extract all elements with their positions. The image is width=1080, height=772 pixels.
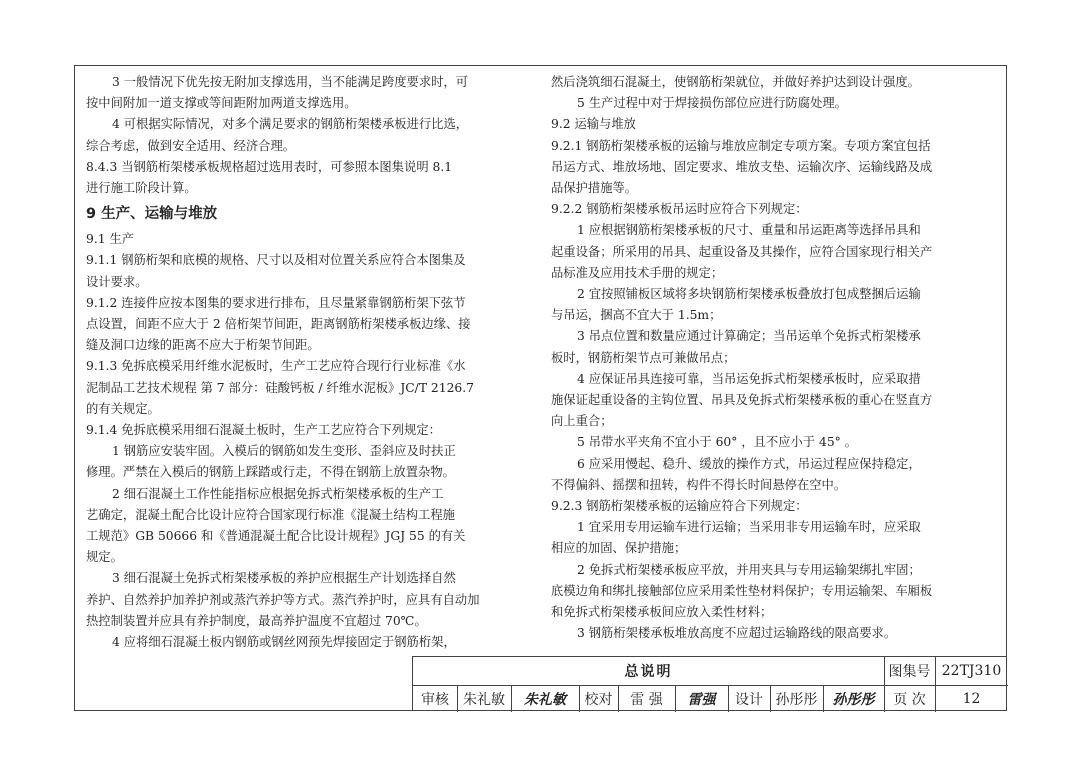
text-line: 3 细石混凝土免拆式桁架楼承板的养护应根据生产计划选择自然: [112, 571, 456, 586]
text-line: 修理。严禁在入模后的钢筋上踩踏或行走，不得在钢筋上放置杂物。: [86, 465, 455, 480]
designer-signature: 孙彤彤: [832, 691, 875, 708]
check-label: 校对: [584, 691, 613, 708]
subsection-heading: 9.1 生产: [86, 232, 135, 247]
text-line: 品标准及应用技术手册的规定；: [551, 265, 724, 280]
subsection-heading: 9.2 运输与堆放: [551, 117, 636, 132]
text-line: 设计要求。: [86, 274, 148, 289]
text-line: 9.2.2 钢筋桁架楼承板吊运时应符合下列规定：: [551, 202, 808, 217]
text-line: 8.4.3 当钢筋桁架楼承板规格超过选用表时，可参照本图集说明 8.1: [86, 159, 453, 174]
text-line: 与吊运，捆高不宜大于 1.5m；: [551, 308, 722, 323]
right-column: [551, 72, 997, 644]
text-line: 泥制品工艺技术规程 第 7 部分：硅酸钙板 / 纤维水泥板》JC/T 2126.7: [86, 380, 474, 395]
text-line: 起重设备；所采用的吊具、起重设备及其操作，应符合国家现行相关产: [551, 244, 933, 259]
text-line: 9.1.1 钢筋桁架和底模的规格、尺寸以及相对位置关系应符合本图集及: [86, 253, 466, 268]
text-line: 9.1.2 连接件应按本图集的要求进行排布，且尽量紧靠钢筋桁架下弦节: [86, 295, 466, 310]
text-line: 5 吊带水平夹角不宜小于 60° ，且不应小于 45° 。: [577, 435, 858, 450]
text-line: 和免拆式桁架楼承板间应放入柔性材料；: [551, 605, 773, 620]
text-line: 然后浇筑细石混凝土，使钢筋桁架就位，并做好养护达到设计强度。: [551, 75, 920, 89]
checker-signature: 雷强: [687, 691, 716, 708]
page-number: 12: [962, 690, 981, 707]
text-line: 1 宜采用专用运输车进行运输；当采用非专用运输车时，应采取: [577, 520, 921, 535]
text-line: 3 吊点位置和数量应通过计算确定；当吊运单个免拆式桁架楼承: [577, 329, 921, 344]
text-line: 2 宜按照铺板区域将多块钢筋桁架楼承板叠放打包成整捆后运输: [577, 287, 921, 302]
text-line: 4 应将细石混凝土板内钢筋或钢丝网预先焊接固定于钢筋桁架，: [112, 635, 456, 650]
text-line: 9.1.4 免拆底模采用细石混凝土板时，生产工艺应符合下列规定：: [86, 423, 441, 438]
design-label: 设计: [735, 691, 763, 708]
text-line: 3 钢筋桁架楼承板堆放高度不应超过运输路线的限高要求。: [577, 626, 897, 641]
text-line: 点设置，间距不应大于 2 倍桁架节间距，距离钢筋桁架楼承板边缘、接: [86, 317, 471, 332]
text-line: 品保护措施等。: [551, 181, 638, 196]
text-line: 底模边角和绑扎接触部位应采用柔性垫材料保护；专用运输架、车厢板: [551, 583, 933, 598]
reviewer-name: 朱礼敏: [463, 691, 505, 708]
left-column: [86, 72, 532, 653]
text-line: 的有关规定。: [86, 401, 160, 416]
text-line: 4 应保证吊具连接可靠，当吊运免拆式桁架楼承板时，应采取措: [577, 371, 921, 386]
text-line: 不得偏斜、摇摆和扭转，构件不得长时间悬停在空中。: [551, 477, 847, 492]
atlas-number: 22TJ310: [941, 663, 1002, 679]
text-line: 3 一般情况下优先按无附加支撑选用，当不能满足跨度要求时，可: [112, 75, 469, 89]
text-line: 进行施工阶段计算。: [86, 181, 197, 196]
text-line: 缝及洞口边缘的距离不应大于桁架节间距。: [86, 338, 320, 353]
page-label: 页 次: [893, 691, 926, 708]
text-line: 板时，钢筋桁架节点可兼做吊点；: [551, 350, 736, 365]
text-line: 4 可根据实际情况，对多个满足要求的钢筋桁架楼承板进行比选，: [112, 117, 469, 132]
reviewer-signature: 朱礼敏: [524, 691, 566, 708]
text-line: 工规范》GB 50666 和《普通混凝土配合比设计规程》JGJ 55 的有关: [86, 529, 466, 544]
atlas-number-label: 图集号: [888, 664, 931, 680]
text-line: 规定。: [86, 550, 123, 565]
text-line: 相应的加固、保护措施；: [551, 541, 687, 556]
section-heading: 9 生产、运输与堆放: [86, 206, 218, 223]
text-line: 9.2.1 钢筋桁架楼承板的运输与堆放应制定专项方案。专项方案宜包括: [551, 138, 931, 153]
text-line: 向上重合；: [551, 414, 613, 429]
text-line: 1 应根据钢筋桁架楼承板的尺寸、重量和吊运距离等选择吊具和: [577, 223, 921, 238]
text-line: 按中间附加一道支撑或等间距附加两道支撑选用。: [86, 96, 357, 111]
text-line: 6 应采用慢起、稳升、缓放的操作方式，吊运过程应保持稳定，: [577, 456, 921, 471]
designer-name: 孙彤彤: [775, 691, 818, 708]
text-line: 1 钢筋应安装牢固。入模后的钢筋如发生变形、歪斜应及时扶正: [112, 444, 456, 459]
text-line: 9.1.3 免拆底模采用纤维水泥板时，生产工艺应符合现行行业标准《水: [86, 359, 466, 374]
text-line: 2 免拆式桁架楼承板应平放，并用夹具与专用运输架绑扎牢固；: [577, 562, 921, 577]
text-line: 热控制装置并应具有养护制度，最高养护温度不宜超过 70℃。: [86, 613, 427, 628]
review-label: 审核: [421, 691, 449, 708]
text-line: 养护、自然养护加养护剂或蒸汽养护等方式。蒸汽养护时，应具有自动加: [86, 592, 480, 607]
title-block: [412, 656, 1007, 711]
text-line: 艺确定，混凝土配合比设计应符合国家现行标准《混凝土结构工程施: [86, 507, 455, 522]
text-line: 5 生产过程中对于焊接损伤部位应进行防腐处理。: [577, 96, 847, 111]
sheet-title: 总说明: [624, 664, 673, 680]
text-line: 2 细石混凝土工作性能指标应根据免拆式桁架楼承板的生产工: [112, 486, 444, 501]
text-line: 9.2.3 钢筋桁架楼承板的运输应符合下列规定：: [551, 499, 808, 514]
text-line: 吊运方式、堆放场地、固定要求、堆放支垫、运输次序、运输线路及成: [551, 159, 933, 174]
text-line: 施保证起重设备的主钩位置、吊具及免拆式桁架楼承板的重心在竖直方: [551, 393, 933, 408]
text-line: 综合考虑，做到安全适用、经济合理。: [86, 138, 296, 153]
checker-name: 雷 强: [630, 691, 663, 708]
